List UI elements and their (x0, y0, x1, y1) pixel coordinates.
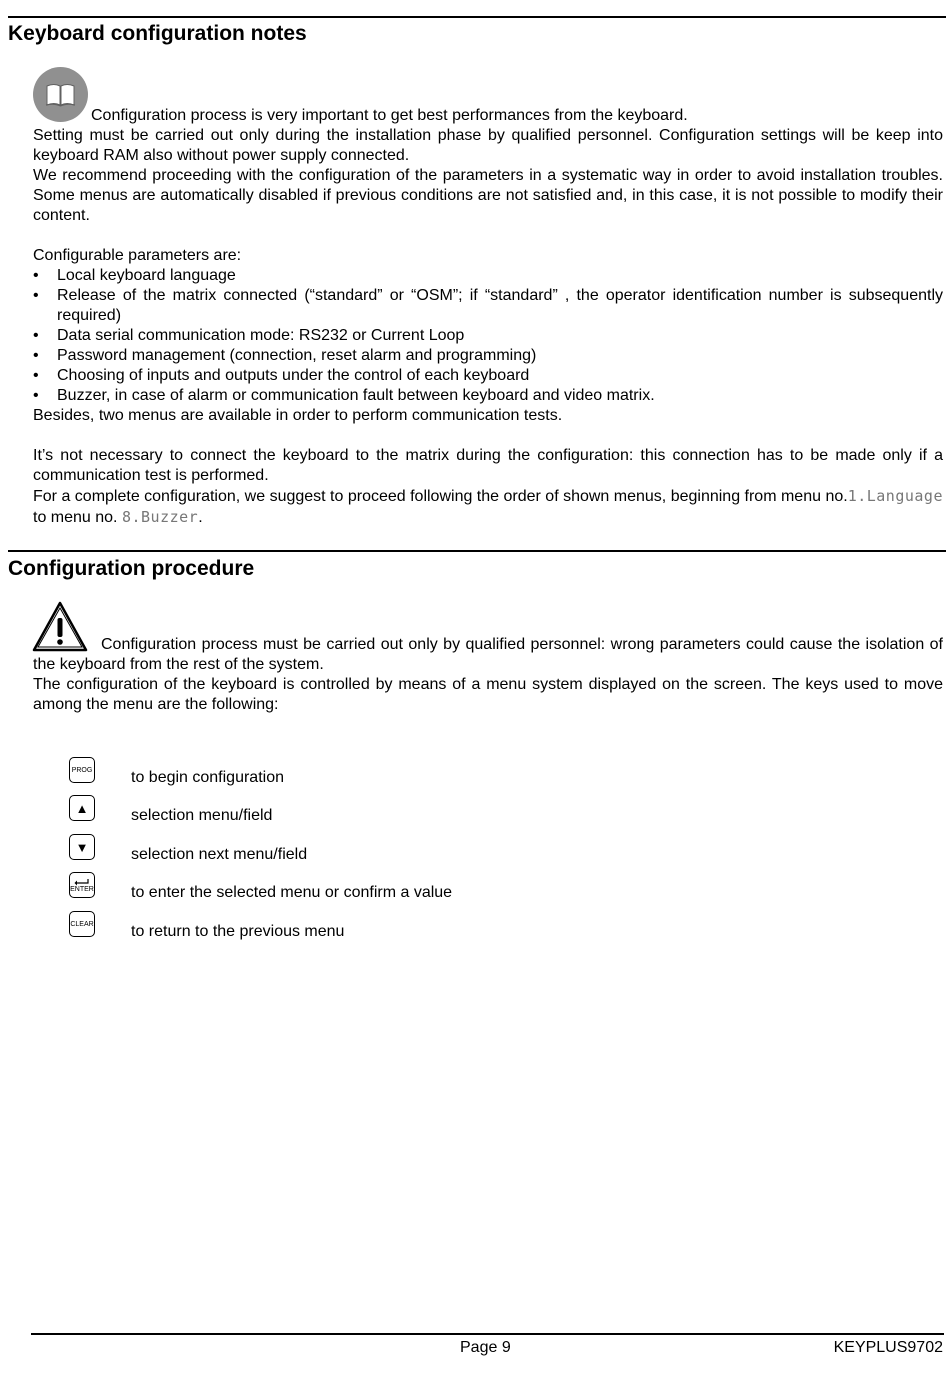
key-row-prog (69, 757, 569, 785)
notes-paragraph-3: It’s not necessary to connect the keyboard to the matrix during the configuration: this connection has to be made only if a communication test is performed. (33, 447, 943, 484)
procedure-body (33, 635, 943, 715)
document-code: KEYPLUS9702 (833, 1339, 943, 1356)
footer-rule (31, 1333, 944, 1335)
enter-key-icon (69, 872, 95, 898)
notes-intro: Configuration process is very important to get best performances from the keyboard. (91, 107, 688, 124)
arrow-down-key-icon: ▼ (69, 834, 95, 860)
menu-last-label: 8.Buzzer (121, 508, 199, 526)
top-rule (8, 16, 946, 18)
key-description: selection menu/field (131, 807, 273, 824)
key-description: to begin configuration (131, 769, 284, 786)
notes-p4-end: . (198, 509, 203, 526)
notes-besides: Besides, two menus are available in order to perform communication tests. (33, 407, 563, 424)
key-description: to return to the previous menu (131, 923, 345, 940)
procedure-paragraph-1: The configuration of the keyboard is controlled by means of a menu system displayed on the screen. The keys used to move among the menu are the following: (33, 676, 943, 713)
section-title-configuration-procedure: Configuration procedure (8, 557, 255, 580)
params-list (33, 266, 943, 406)
notes-p4-before: For a complete configuration, we suggest to proceed following the order of shown menus, beginning from menu no. (33, 488, 848, 505)
section-rule (8, 550, 946, 552)
notes-paragraph-2: We recommend proceeding with the configuration of the parameters in a systematic way in order to avoid installation troubles. Some menus are automatically disabled if previous conditions are not satisfied and, in this case, it is not possible to modify their content. (33, 167, 943, 224)
enter-key-label: ENTER (70, 886, 94, 893)
list-item: • Data serial communication mode: RS232 or Current Loop (33, 326, 943, 346)
list-item: • Password management (connection, reset alarm and programming) (33, 346, 943, 366)
section-title-configuration-notes: Keyboard configuration notes (8, 22, 307, 45)
return-arrow-icon (74, 879, 90, 886)
notes-paragraph-4 (33, 486, 943, 528)
list-item: • Release of the matrix connected (“standard” or “OSM”; if “standard” , the operator identification number is subsequently required) (33, 286, 943, 326)
list-item: • Buzzer, in case of alarm or communication fault between keyboard and video matrix. (33, 386, 943, 406)
key-row-clear (69, 911, 569, 939)
key-row-down (69, 834, 569, 862)
menu-first-label: 1.Language (847, 487, 943, 505)
list-item: • Local keyboard language (33, 266, 943, 286)
notes-p4-middle: to menu no. (33, 509, 122, 526)
key-row-up (69, 795, 569, 823)
warning-text: Configuration process must be carried out only by qualified personnel: wrong parameters could cause the isolation of the keyboard from the rest of the system. (33, 636, 943, 673)
notes-body (33, 106, 943, 528)
prog-key-icon: PROG (69, 757, 95, 783)
list-item: • Choosing of inputs and outputs under the control of each keyboard (33, 366, 943, 386)
key-row-enter (69, 872, 569, 900)
params-heading: Configurable parameters are: (33, 247, 242, 264)
page-number: Page 9 (460, 1339, 511, 1356)
notes-paragraph-1: Setting must be carried out only during the installation phase by qualified personnel. Configuration settings will be keep into keyboard RAM also without power supply connected. (33, 127, 943, 164)
clear-key-icon: CLEAR (69, 911, 95, 937)
key-description: selection next menu/field (131, 846, 308, 863)
key-description: to enter the selected menu or confirm a value (131, 884, 453, 901)
arrow-up-key-icon: ▲ (69, 795, 95, 821)
